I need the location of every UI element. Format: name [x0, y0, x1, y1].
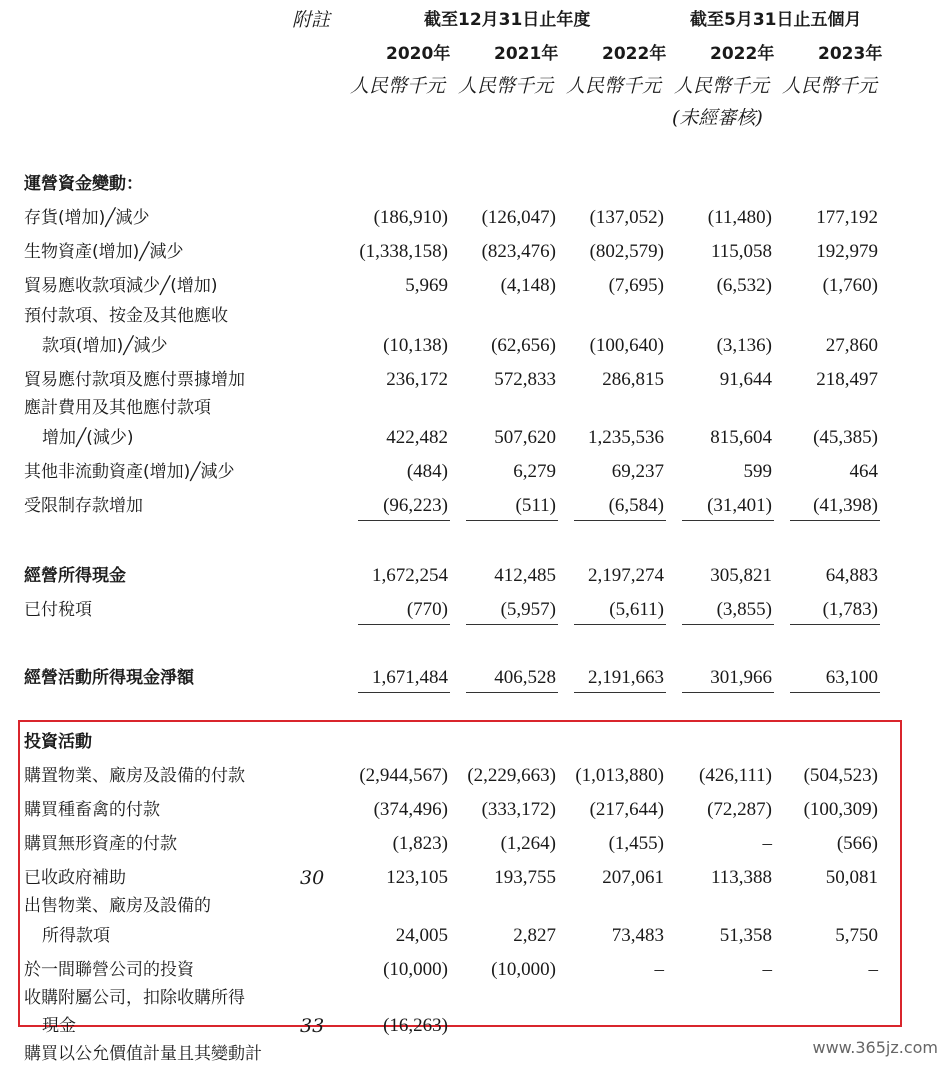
row-label: 存貨(增加)╱減少 — [24, 208, 150, 228]
cell: (5,611) — [609, 599, 664, 620]
cell: (823,476) — [481, 241, 556, 262]
cell: (504,523) — [803, 765, 878, 786]
cell: 5,969 — [405, 275, 448, 296]
cell: (10,138) — [383, 335, 448, 356]
row-label: 應計費用及其他應付款項 — [24, 398, 211, 418]
cell: (374,496) — [373, 799, 448, 820]
row-label: 貿易應收款項減少╱(增加) — [24, 276, 218, 296]
cell: 305,821 — [710, 565, 772, 586]
cell: 301,966 — [710, 667, 772, 688]
row-label-continued: 所得款項 — [42, 926, 110, 946]
cell: – — [762, 833, 772, 854]
cell: (2,229,663) — [467, 765, 556, 786]
cell: (1,823) — [392, 833, 448, 854]
subtotal-rule — [574, 520, 666, 521]
unit-label: 人民幣千元 — [458, 75, 554, 97]
total-rule — [358, 692, 450, 693]
cell: (1,013,880) — [575, 765, 664, 786]
cell: 50,081 — [825, 867, 878, 888]
investing-activities-heading: 投資活動 — [24, 732, 92, 752]
row-label-continued: 款項(增加)╱減少 — [42, 336, 168, 356]
row-label: 購買種畜禽的付款 — [24, 800, 160, 820]
subtotal-rule — [358, 520, 450, 521]
cell: (100,309) — [803, 799, 878, 820]
cell: 815,604 — [710, 427, 772, 448]
cell: (100,640) — [589, 335, 664, 356]
row-label: 出售物業、廠房及設備的 — [24, 896, 211, 916]
cell: 177,192 — [816, 207, 878, 228]
cell: (6,532) — [716, 275, 772, 296]
row-label: 購買以公允價值計量且其變動計 — [24, 1044, 262, 1064]
subtotal-rule — [682, 624, 774, 625]
cell: (333,172) — [481, 799, 556, 820]
row-label: 生物資產(增加)╱減少 — [24, 242, 184, 262]
cell: 113,388 — [710, 867, 772, 888]
cell: 5,750 — [835, 925, 878, 946]
cell: 64,883 — [825, 565, 878, 586]
cell: (2,944,567) — [359, 765, 448, 786]
cell: (186,910) — [373, 207, 448, 228]
subtotal-rule — [358, 624, 450, 625]
cell: 464 — [849, 461, 878, 482]
subtotal-rule — [574, 624, 666, 625]
cell: (41,398) — [813, 495, 878, 516]
year-2020-header: 2020年 — [386, 44, 451, 64]
cell: 192,979 — [816, 241, 878, 262]
row-label: 購置物業、廠房及設備的付款 — [24, 766, 245, 786]
cell: (126,047) — [481, 207, 556, 228]
row-label: 於一間聯營公司的投資 — [24, 960, 194, 980]
cell: 1,672,254 — [372, 565, 448, 586]
cell: 123,105 — [386, 867, 448, 888]
cell: (3,136) — [716, 335, 772, 356]
cell: (5,957) — [500, 599, 556, 620]
note-ref: 30 — [300, 867, 325, 889]
cell: 115,058 — [710, 241, 772, 262]
cell: 2,827 — [513, 925, 556, 946]
cell: 6,279 — [513, 461, 556, 482]
row-label: 購買無形資產的付款 — [24, 834, 177, 854]
subtotal-rule — [790, 624, 880, 625]
year-2023-five-months-header: 2023年 — [818, 44, 883, 64]
unit-label: 人民幣千元 — [782, 75, 878, 97]
watermark: www.365jz.com — [812, 1038, 938, 1057]
cell: (217,644) — [589, 799, 664, 820]
net-cash-operating-label: 經營活動所得現金淨額 — [24, 668, 194, 688]
cell: 91,644 — [719, 369, 772, 390]
subtotal-rule — [790, 520, 880, 521]
cell: 207,061 — [602, 867, 664, 888]
cell: (770) — [406, 599, 448, 620]
cell: 27,860 — [825, 335, 878, 356]
cell: (1,264) — [500, 833, 556, 854]
cell: (4,148) — [500, 275, 556, 296]
cell: 406,528 — [494, 667, 556, 688]
row-label: 受限制存款增加 — [24, 496, 143, 516]
cell: (10,000) — [491, 959, 556, 980]
cell: 73,483 — [611, 925, 664, 946]
cell: 193,755 — [494, 867, 556, 888]
cell: 51,358 — [719, 925, 772, 946]
cell: 236,172 — [386, 369, 448, 390]
cell: (7,695) — [608, 275, 664, 296]
cell: (1,338,158) — [359, 241, 448, 262]
cell: (1,760) — [822, 275, 878, 296]
cell: 599 — [743, 461, 772, 482]
unit-label: 人民幣千元 — [674, 75, 770, 97]
cell: – — [762, 959, 772, 980]
cell: 1,235,536 — [588, 427, 664, 448]
cell: (11,480) — [707, 207, 772, 228]
cell: (511) — [515, 495, 556, 516]
unit-label: 人民幣千元 — [566, 75, 662, 97]
note-ref: 33 — [300, 1015, 325, 1037]
cell: 572,833 — [494, 369, 556, 390]
cell: (6,584) — [608, 495, 664, 516]
total-rule — [466, 692, 558, 693]
cell: 63,100 — [825, 667, 878, 688]
row-label: 收購附屬公司，扣除收購所得 — [24, 988, 245, 1008]
year-2022-header: 2022年 — [602, 44, 667, 64]
cell: – — [868, 959, 878, 980]
cell: 218,497 — [816, 369, 878, 390]
year-2021-header: 2021年 — [494, 44, 559, 64]
cash-from-operations-label: 經營所得現金 — [24, 566, 126, 586]
cell: (96,223) — [383, 495, 448, 516]
row-label-continued: 現金 — [42, 1016, 76, 1036]
cell: (72,287) — [707, 799, 772, 820]
total-rule — [574, 692, 666, 693]
row-label: 貿易應付款項及應付票據增加 — [24, 370, 245, 390]
period-year-header: 截至12月31日止年度 — [424, 10, 591, 30]
cell: 24,005 — [395, 925, 448, 946]
working-capital-heading: 運營資金變動： — [24, 174, 143, 194]
cell: 69,237 — [611, 461, 664, 482]
cell: (45,385) — [813, 427, 878, 448]
row-label-continued: 增加╱(減少) — [42, 428, 134, 448]
cell: (31,401) — [707, 495, 772, 516]
cell: 2,191,663 — [588, 667, 664, 688]
cell: (3,855) — [716, 599, 772, 620]
cell: (16,263) — [383, 1015, 448, 1036]
cell: (484) — [406, 461, 448, 482]
unit-label: 人民幣千元 — [350, 75, 446, 97]
cell: 507,620 — [494, 427, 556, 448]
total-rule — [790, 692, 880, 693]
subtotal-rule — [466, 520, 558, 521]
cell: (1,455) — [608, 833, 664, 854]
cell: 286,815 — [602, 369, 664, 390]
cell: (137,052) — [589, 207, 664, 228]
subtotal-rule — [466, 624, 558, 625]
cell: 2,197,274 — [588, 565, 664, 586]
unaudited-label: (未經審核) — [672, 107, 763, 129]
row-label: 其他非流動資產(增加)╱減少 — [24, 462, 235, 482]
row-label: 已收政府補助 — [24, 868, 126, 888]
row-label: 預付款項、按金及其他應收 — [24, 306, 228, 326]
cell: (1,783) — [822, 599, 878, 620]
cell: 422,482 — [386, 427, 448, 448]
year-2022-five-months-header: 2022年 — [710, 44, 775, 64]
subtotal-rule — [682, 520, 774, 521]
tax-paid-label: 已付稅項 — [24, 600, 92, 620]
cell: (426,111) — [699, 765, 772, 786]
cell: (10,000) — [383, 959, 448, 980]
total-rule — [682, 692, 774, 693]
cell: 412,485 — [494, 565, 556, 586]
cell: 1,671,484 — [372, 667, 448, 688]
cell: (62,656) — [491, 335, 556, 356]
cell: (566) — [836, 833, 878, 854]
cell: (802,579) — [589, 241, 664, 262]
note-column-header: 附註 — [292, 9, 331, 31]
period-five-months-header: 截至5月31日止五個月 — [690, 10, 862, 30]
cell: – — [654, 959, 664, 980]
